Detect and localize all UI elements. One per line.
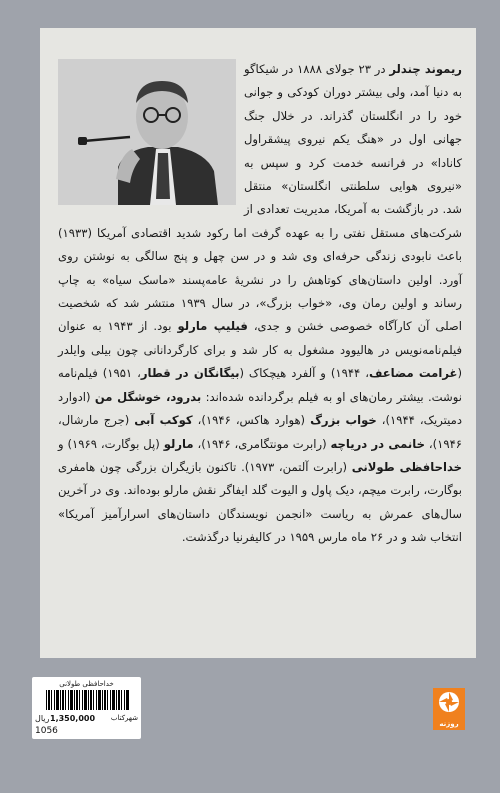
aperture-icon xyxy=(438,691,460,713)
publisher-logo xyxy=(433,688,465,730)
back-cover-panel xyxy=(40,28,476,658)
sticker-book-title: خداحافظی طولانی xyxy=(59,680,114,688)
currency-label: ریال xyxy=(35,714,50,723)
author-name: ریموند چندلر xyxy=(389,62,462,76)
author-bio: ریموند چندلر در ۲۳ جولای ۱۸۸۸ در شیکاگو به دنیا آمد، ولی بیشتر دوران کودکی و جوانی خود را در انگلستان گذراند. در خلال جنگ جهانی اول در «هنگ یکم نیروی پیشقراول کانادا» در فرانسه خدمت کرد و سپس به «نیروی هوایی سلطنتی انگلستان» منتقل شد. در بازگشت به آمریکا، مدیریت تعدادی از شرکت‌های مستقل نفتی را به عهده گرفت اما رکود شدید اقتصادی آمریکا (۱۹۳۳) باعث نابودی زندگی حرفه‌ای وی شد و در سن چهل و پنج سالگی به نوشتن روی آورد. اولین داستان‌های کوتاهش را در نشریهٔ عامه‌پسند «ماسک سیاه» به چاپ رساند و اولین رمان وی، «خواب بزرگ»، در سال ۱۹۳۹ منتشر شد که شخصیت اصلی آن کارآگاه خصوصی خشن و جدی، فیلیپ مارلو بود. از ۱۹۴۳ به عنوان فیلم‌نامه‌نویس در هالیوود مشغول به کار شد و برای کارگردانانی چون بیلی وایلدر (غرامت مضاعف، ۱۹۴۴) و آلفرد هیچکاک (بیگانگان در قطار، ۱۹۵۱) فیلم‌نامه نوشت. بیشتر رمان‌های او به فیلم برگردانده شده‌اند: بدرود، خوشگل من (ادوارد دمیتریک، ۱۹۴۴)، خواب بزرگ (هوارد هاکس، ۱۹۴۶)، کوکب آبی (جرج مارشال، ۱۹۴۶)، خانمی در دریاچه (رابرت مونتگامری، ۱۹۴۶)، مارلو (پل بوگارت، ۱۹۶۹) و خداحافظی طولانی (رابرت آلتمن، ۱۹۷۳). تاکنون بازیگران بزرگی چون هامفری بوگارت، رابرت میچم، دیک پاول و الیوت گلد ایفاگر نقش مارلو بوده‌اند. وی در آخرین سال‌های عمرش به ریاست «انجمن نویسندگان داستان‌های اسرارآمیز آمریکا» انتخاب شد و در ۲۶ ماه مارس ۱۹۵۹ در کالیفرنیا درگذشت. xyxy=(58,62,463,545)
sticker-code: 1056 xyxy=(35,726,58,736)
price-value: 1,350,000 xyxy=(50,714,96,723)
barcode xyxy=(46,690,130,710)
publisher-name: روزنه xyxy=(439,720,459,728)
store-name: شهرکتاب xyxy=(110,714,138,722)
sticker-price-row xyxy=(35,714,138,726)
price-sticker xyxy=(32,677,141,739)
